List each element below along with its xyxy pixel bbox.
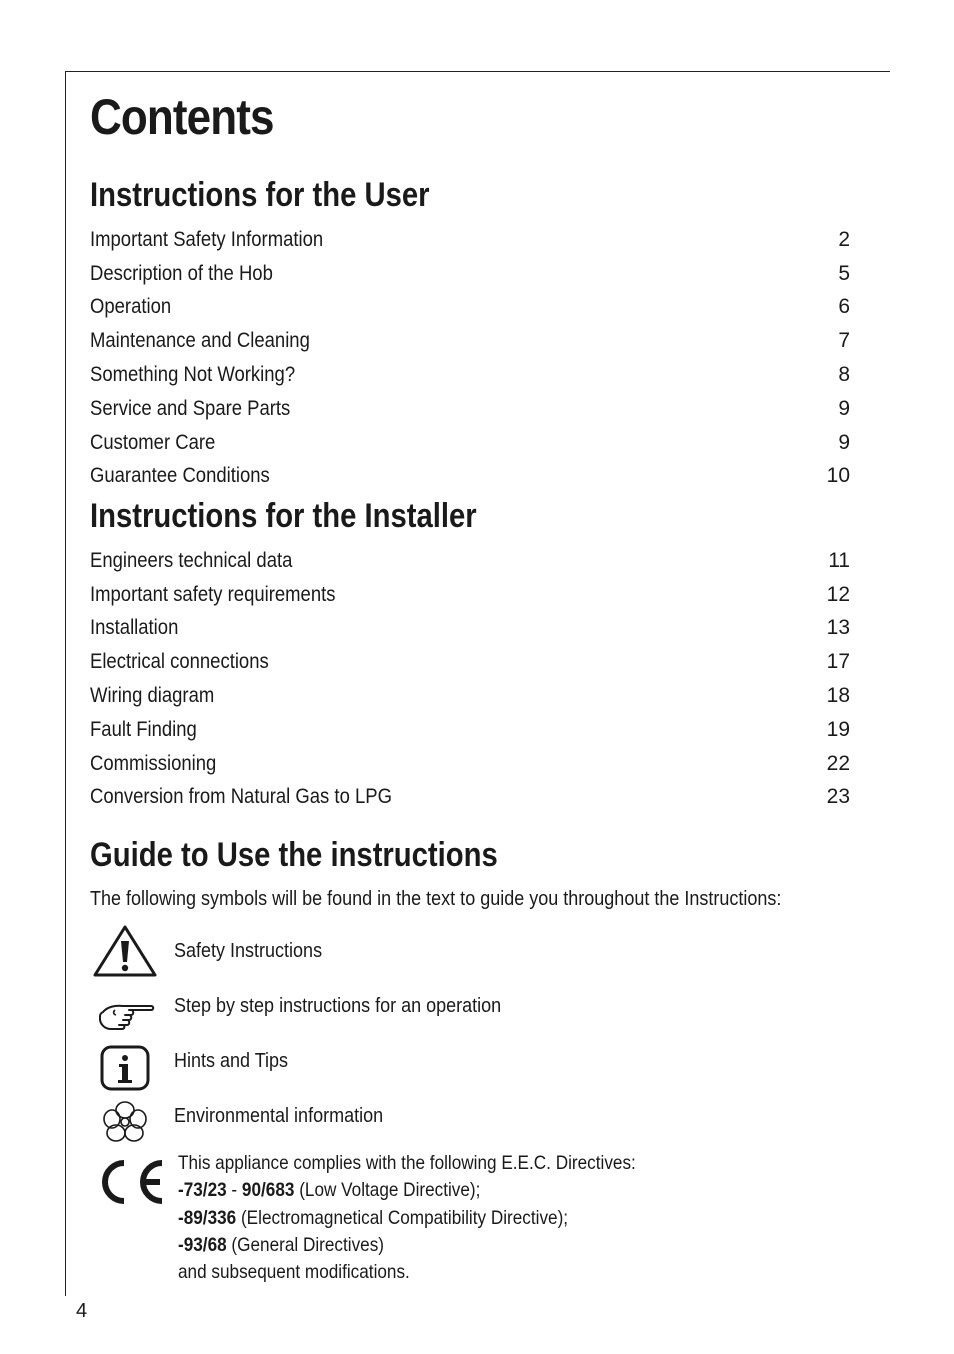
toc-entry-label: Important Safety Information	[90, 227, 324, 251]
toc-entry	[90, 257, 850, 291]
toc-entry	[90, 781, 850, 815]
toc-entry-label: Service and Spare Parts	[90, 396, 291, 420]
ce-directive-low-voltage	[178, 1177, 636, 1204]
directive-code: -93/68	[178, 1233, 227, 1256]
toc-entry	[90, 747, 850, 781]
installer-toc-list	[90, 544, 850, 814]
toc-entry-page: 9	[838, 430, 850, 454]
page-title: Contents	[90, 89, 274, 145]
toc-entry-label: Important safety requirements	[90, 582, 336, 606]
symbol-label-hints: Hints and Tips	[174, 1050, 289, 1072]
toc-entry	[90, 679, 850, 713]
toc-entry-label: Something Not Working?	[90, 363, 296, 387]
toc-entry-page: 11	[828, 548, 850, 572]
guide-intro: The following symbols will be found in the text to guide you throughout the Instructions:	[90, 888, 782, 910]
toc-entry-page: 17	[826, 650, 850, 674]
toc-entry-page: 7	[838, 329, 850, 353]
toc-entry-page: 2	[838, 227, 850, 251]
toc-entry	[90, 223, 850, 257]
toc-entry-label: Customer Care	[90, 430, 216, 454]
toc-entry-label: Wiring diagram	[90, 684, 215, 708]
toc-entry-page: 13	[826, 616, 850, 640]
toc-entry	[90, 578, 850, 612]
toc-entry-page: 18	[826, 684, 850, 708]
toc-entry	[90, 324, 850, 358]
toc-entry	[90, 713, 850, 747]
toc-entry	[90, 392, 850, 426]
toc-entry-label: Conversion from Natural Gas to LPG	[90, 785, 392, 809]
toc-entry-page: 8	[838, 363, 850, 387]
user-section-heading: Instructions for the User	[90, 176, 430, 214]
toc-entry-label: Engineers technical data	[90, 548, 293, 572]
warning-triangle-icon	[92, 924, 158, 978]
pointing-hand-icon	[92, 1000, 158, 1032]
toc-entry-label: Description of the Hob	[90, 261, 273, 285]
toc-entry-page: 23	[826, 785, 850, 809]
toc-entry-label: Installation	[90, 616, 179, 640]
toc-entry	[90, 358, 850, 392]
toc-entry	[90, 612, 850, 646]
directive-description: (Electromagnetical Compatibility Directive);	[236, 1206, 569, 1229]
directive-description: (Low Voltage Directive);	[294, 1179, 481, 1202]
toc-entry-label: Operation	[90, 295, 172, 319]
toc-entry-page: 9	[838, 396, 850, 420]
top-rule	[65, 71, 890, 72]
symbol-label-environment: Environmental information	[174, 1105, 384, 1127]
directive-description: (General Directives)	[226, 1233, 385, 1256]
toc-entry-page: 10	[826, 464, 850, 488]
ce-directive-emc	[178, 1205, 636, 1232]
ce-mark-icon	[90, 1154, 170, 1210]
installer-section-heading: Instructions for the Installer	[90, 497, 477, 535]
directive-code: -73/23	[178, 1179, 227, 1202]
toc-entry-page: 5	[838, 261, 850, 285]
toc-entry	[90, 291, 850, 325]
toc-entry-label: Guarantee Conditions	[90, 464, 270, 488]
toc-entry-page: 22	[826, 751, 850, 775]
left-rule	[65, 71, 66, 1296]
flower-icon	[92, 1099, 158, 1145]
guide-heading: Guide to Use the instructions	[90, 836, 498, 874]
ce-intro-line: This appliance complies with the following E.E.C. Directives:	[178, 1152, 636, 1174]
ce-directives-text	[178, 1150, 636, 1286]
toc-entry	[90, 460, 850, 494]
ce-directive-general	[178, 1232, 636, 1259]
directive-separator: -	[226, 1179, 242, 1202]
toc-entry	[90, 426, 850, 460]
info-icon	[92, 1044, 158, 1092]
page-number: 4	[76, 1300, 88, 1322]
directive-code: 90/683	[241, 1179, 295, 1202]
toc-entry-label: Electrical connections	[90, 650, 269, 674]
toc-entry-label: Maintenance and Cleaning	[90, 329, 310, 353]
toc-entry-page: 6	[838, 295, 850, 319]
toc-entry-label: Commissioning	[90, 751, 217, 775]
directive-code: -89/336	[178, 1206, 237, 1229]
toc-entry	[90, 645, 850, 679]
toc-entry	[90, 544, 850, 578]
toc-entry-page: 19	[826, 717, 850, 741]
ce-closing-line: and subsequent modifications.	[178, 1261, 410, 1284]
toc-entry-label: Fault Finding	[90, 717, 197, 741]
symbol-label-safety: Safety Instructions	[174, 940, 323, 962]
toc-entry-page: 12	[826, 582, 850, 606]
user-toc-list	[90, 223, 850, 493]
symbol-label-steps: Step by step instructions for an operation	[174, 995, 502, 1017]
